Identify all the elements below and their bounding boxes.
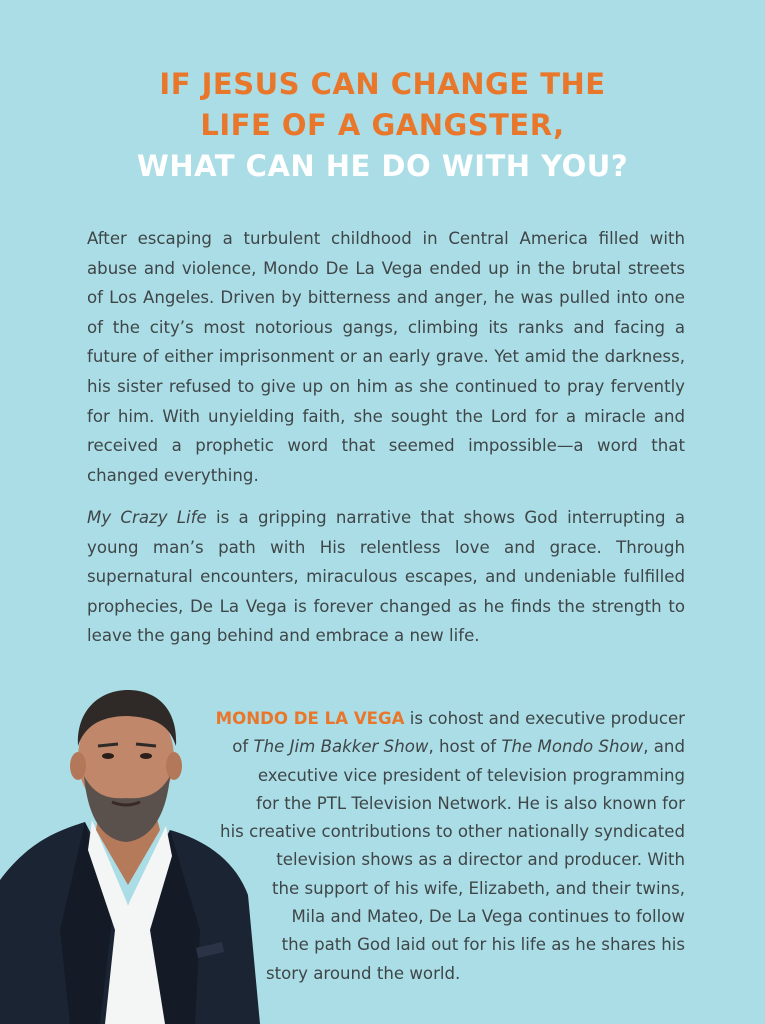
bio-line-2-pre: of (232, 737, 254, 757)
bio-line-2-post: , and (643, 737, 685, 757)
author-name: MONDO DE LA VEGA (215, 709, 405, 728)
bio-line-4: for the PTL Television Network. He is also known for (256, 793, 685, 813)
bio-line-1 (160, 705, 685, 733)
headline-line-1: IF JESUS CAN CHANGE THE (159, 67, 606, 101)
bio-line-2 (160, 733, 685, 761)
headline (0, 64, 765, 187)
bio-line-8: Mila and Mateo, De La Vega continues to follow (291, 907, 685, 927)
synopsis-paragraph-2-text: is a gripping narrative that shows God interrupting a young man’s path with His relentless love and grace. Through supernatural encounters, miraculous escapes, and undeniable fulfilled prophecies, De La Vega is forever changed as he finds the strength to leave the gang behind and embrace a new life. (87, 508, 685, 646)
bio-line-9: the path God laid out for his life as he shares his (281, 935, 685, 955)
synopsis-paragraph-2 (87, 503, 685, 651)
bio-line-5: his creative contributions to other nationally syndicated (220, 822, 685, 842)
book-title: My Crazy Life (87, 508, 207, 527)
show-title-1: The Jim Bakker Show (253, 737, 429, 757)
bio-line-2-mid: , host of (428, 737, 502, 757)
bio-line-6: television shows as a director and producer. With (276, 850, 685, 870)
bio-line-7: the support of his wife, Elizabeth, and their twins, (271, 878, 685, 898)
show-title-2: The Mondo Show (501, 737, 644, 757)
bio-line-3: executive vice president of television programming (257, 765, 685, 785)
headline-line-2: LIFE OF A GANGSTER, (200, 108, 565, 142)
headline-line-3: WHAT CAN HE DO WITH YOU? (136, 149, 629, 183)
author-bio (160, 705, 685, 988)
synopsis-paragraph-1: After escaping a turbulent childhood in Central America filled with abuse and violence, Mondo De La Vega ended up in the brutal streets of Los Angeles. Driven by bitterness and anger, he was pulled into one of the city’s most notorious gangs, climbing its ranks and facing a future of either imprisonment or an early grave. Yet amid the darkness, his sister refused to give up on him as she continued to pray fervently for him. With unyielding faith, she sought the Lord for a miracle and received a prophetic word that seemed impossible—a word that changed everything. (87, 229, 685, 485)
bio-line-10: story around the world. (266, 963, 461, 983)
bio-line-1-text: is cohost and executive producer (404, 709, 685, 728)
